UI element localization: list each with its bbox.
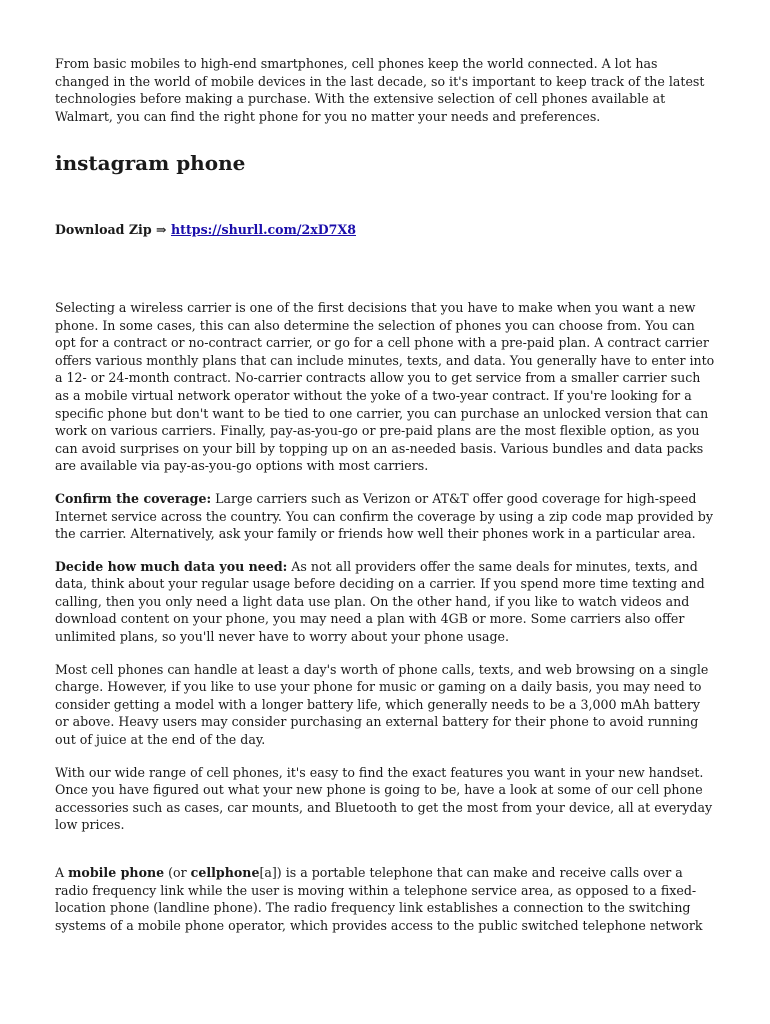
mobile-phone-paragraph [55, 864, 715, 934]
data-need-text: As not all providers offer the same deals for minutes, texts, and data, think about your regular usage before deciding on a carrier. If you spend more time texting and calling, then you only need a light data use plan. On the other hand, if you like to watch videos and download content on your phone, you may need a plan with 4GB or more. Some carriers also offer unlimited plans, so you'll never have to worry about your phone usage. [55, 558, 705, 645]
data-need-paragraph [55, 558, 715, 646]
cellphone-term: cellphone [190, 865, 260, 880]
download-line [55, 221, 715, 239]
download-label: Download Zip ⇒ [55, 222, 171, 238]
intro-paragraph: From basic mobiles to high-end smartphones, cell phones keep the world connected. A lot has changed in the world of mobile devices in the last decade, so it's important to keep track of the latest technologies before making a purchase. With the extensive selection of cell phones available at Walmart, you can find the right phone for you no matter your needs and preferences. [55, 56, 705, 124]
carrier-paragraph: Selecting a wireless carrier is one of the first decisions that you have to make when you want a new phone. In some cases, this can also determine the selection of phones you can choose from. You can opt for a contract or no-contract carrier, or go for a cell phone with a pre-paid plan. A contract carrier offers various monthly plans that can include minutes, texts, and data. You generally have to enter into a 12- or 24-month contract. No-carrier contracts allow you to get service from a smaller carrier such as a mobile virtual network operator without the yoke of a two-year contract. If you're looking for a specific phone but don't want to be tied to one carrier, you can purchase an unlocked version that can work on various carriers. Finally, pay-as-you-go or pre-paid plans are the most flexible option, as you can avoid surprises on your bill by topping up on an as-needed basis. Various bundles and data packs are available via pay-as-you-go options with most carriers. [55, 299, 715, 474]
mobile-text: [a]) is a portable telephone that can make and receive calls over a radio frequency link while the user is moving within a telephone service area, as opposed to a fixed-location phone (landline phone). The radio frequency link establishes a connection to the switching systems of a mobile phone operator, which provides access to the public switched telephone network [55, 865, 703, 933]
range-paragraph: With our wide range of cell phones, it's easy to find the exact features you want in your new handset. Once you have figured out what your new phone is going to be, have a look at some of our cell phone accessories such as cases, car mounts, and Bluetooth to get the most from your device, all at everyday low prices. [55, 764, 713, 833]
mobile-or: (or [164, 865, 191, 880]
battery-paragraph: Most cell phones can handle at least a day's worth of phone calls, texts, and web browsing on a single charge. However, if you like to use your phone for music or gaming on a daily basis, you may need to consider getting a model with a longer battery life, which generally needs to be a 3,000 mAh battery or above. Heavy users may consider purchasing an external battery for their phone to avoid running out of juice at the end of the day. [55, 661, 709, 748]
data-need-heading: Decide how much data you need: [55, 558, 288, 574]
page-title: instagram phone [55, 151, 246, 176]
download-link[interactable]: https://shurll.com/2xD7X8 [170, 222, 356, 238]
coverage-text: Large carriers such as Verizon or AT&T offer good coverage for high-speed Internet service across the country. You can confirm the coverage by using a zip code map provided by the carrier. Alternatively, ask your family or friends how well their phones work in a particular area. [55, 490, 713, 542]
mobile-a: A [55, 865, 69, 880]
coverage-heading: Confirm the coverage: [55, 490, 212, 506]
mobile-term: mobile phone [68, 865, 165, 880]
coverage-paragraph [55, 490, 715, 543]
